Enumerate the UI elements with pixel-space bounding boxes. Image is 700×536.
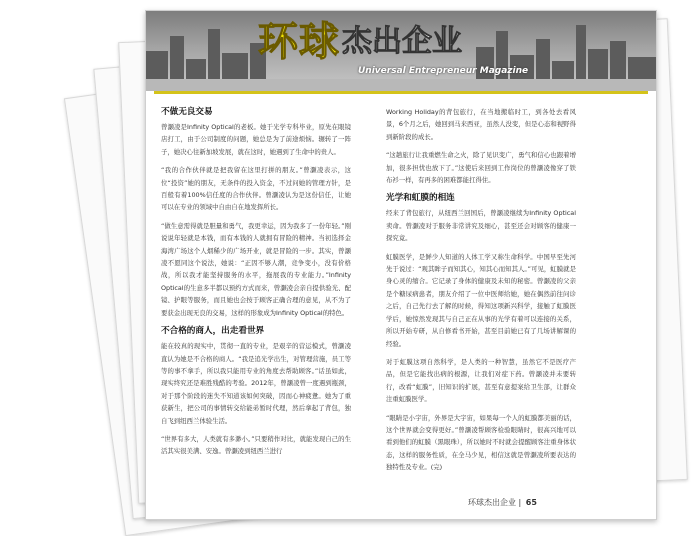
harbor-water xyxy=(146,79,656,91)
paragraph: 虹膜医学，是鲜少人知道的人体工学又称生命科学。中国早至先河先于说过：“观其眸子而知其心，知其心而知其人。”可见，虹膜就是身心灵的缩合。它记录了身体的健康及未知的秘密。曾灏凌的父亲是个糖尿病患者，朋友介绍了一位中医师给她，她在偶然前往问诊之后，自己先行去了解的时候，得知这项新兴科学，接触了虹膜医学后，她惊然发现其与自己正在从事的光学有着可以连接的关系，所以开始专研，从自修看书开始，甚至目前她已有了几场讲解课的经验。 xyxy=(386,252,576,348)
masthead-small-text: 杰出企业 xyxy=(342,24,462,59)
end-mark: (完) xyxy=(430,463,443,472)
footer-magazine-name: 环球杰出企业 xyxy=(468,498,516,507)
paragraph: 经来了背包旅行，从纽西兰回国后，曾灏凌继续为Infinity Optical卖命。曾灏凌对于服务非常讲究及细心，甚至还会对顾客的健康一探究竟。 xyxy=(386,209,576,243)
footer-separator: | xyxy=(518,498,522,507)
section-heading: 不做无良交易 xyxy=(161,107,213,117)
left-column xyxy=(161,106,351,464)
paragraph-text: “眼睛是小宇宙，外界是大宇宙，如果每一个人的虹膜都美丽的话，这个世界就会变得更好。”曾灏凌帮顾客检验眼睛时，很高兴地可以看到他们的虹膜（黑眼珠），所以她时不时就会提醒顾客注重身体状态，这样的服务性质，在全马少见，相信这就是曾灏凌所要表达的独特性及专业。 xyxy=(386,413,576,472)
paragraph: “我的合作伙伴就是把我留在这里打拼的朋友。”曾灏凌表示，这位“投资”她的朋友，无条件的投入资金，不过问她的管理方针，是百般有着100%信任度的合作伙伴。曾灏凌认为是这份信任，让她可以在专业的领域中自由自在地发挥所长。 xyxy=(161,166,351,212)
page-number: 65 xyxy=(525,498,537,507)
paragraph xyxy=(386,412,576,474)
section-heading: 光学和虹膜的相连 xyxy=(386,193,455,204)
magazine-masthead xyxy=(258,17,462,67)
paragraph: Working Holiday的背包旅行，在当地搬临时工，到各处去看风景，6个月之后，她回到马来西亚，虽然人没变，但是心态和视野得到新阶段的成长。 xyxy=(386,108,576,141)
magazine-page xyxy=(145,10,657,520)
paragraph: “这趟旅行让我重燃生命之火，除了见识变广，勇气和信心也跟着增加，很多担忧也放下了。”这使后来回到工作岗位的曾灏凌像穿了铁布衫一样，有再多的困难都能扛得住。 xyxy=(386,151,576,185)
header-rule xyxy=(154,91,648,94)
paragraph: 曾灏凌是Infinity Optical的老板。她于光学专科毕业，原先在眼镜店打工，由于公司制度的问题，她总是为了前途烦恼。辗转了一阵子，她决心往新加坡发展，就在这时，她遇到了生命中的贵人。 xyxy=(161,123,351,156)
paragraph: 对于虹膜这项自然科学，是人类的一种智慧，虽然它不是医疗产品，但是它能找出病的根源，让我们对症下药。曾灏凌并未要转行，改看“虹膜”，旧知识的扩展，甚至有意提案给卫生部，让群众注重虹膜医学。 xyxy=(386,357,576,404)
paragraph: “世界有多大，人类就有多渺小。”只要稍作对比，就能发现自己的生活其实很美满、安逸。曾灏凌到纽西兰进行 xyxy=(161,434,351,456)
right-column xyxy=(386,106,576,480)
section-heading: 不合格的商人，出走看世界 xyxy=(161,326,265,337)
paragraph: “做生意需得就是胆量和勇气，我更幸运，因为我多了一份年轻。”刚说说年轻就是本钱，而有本钱的人就拥有冒险的精神。当初选择金海湾广场这个人烟稀少的广场开业，就是冒险的一步。其实，曾灏凌不愿同这个说法，她说：“正因不够人潮，竞争变小，没有价格战，所以我才能坚持服务的水平，拖展我的专业能力。”Infinity Optical的生意多半都以预约方式而来，曾灏凌会亲自提供验光、配镜、护眼等服务，而且她也会按于顾客正确合理的意见，从不为了要获金出现无良的交易，这样的形象成为Infinity Optical的特色。 xyxy=(161,221,351,317)
paragraph: 能在较真的现实中，贯彻一直的专业，是艰辛的营运模式，曾灏凌直认为她是不合格的商人。“我是追光学出生，对管理营施，员工等等的事不拿手，所以我只能用专业的角度去帮助顾客。”话虽如此，现实终究还是难胜残酷的考验。2012年，曾灏凌曾一度遇到瓶颈，对于那个阶段的迷失不知道该如何突破，因而心神疲惫。她为了重获新生，把公司的事情转交给能弟暂时代理，然后拿起了背包，独自飞到纽西兰体验生活。 xyxy=(161,342,351,425)
masthead-big-text: 环球 xyxy=(258,18,340,65)
page-footer xyxy=(468,497,537,508)
masthead-subtitle: Universal Entrepreneur Magazine xyxy=(358,66,529,76)
city-skyline-banner xyxy=(146,11,656,91)
